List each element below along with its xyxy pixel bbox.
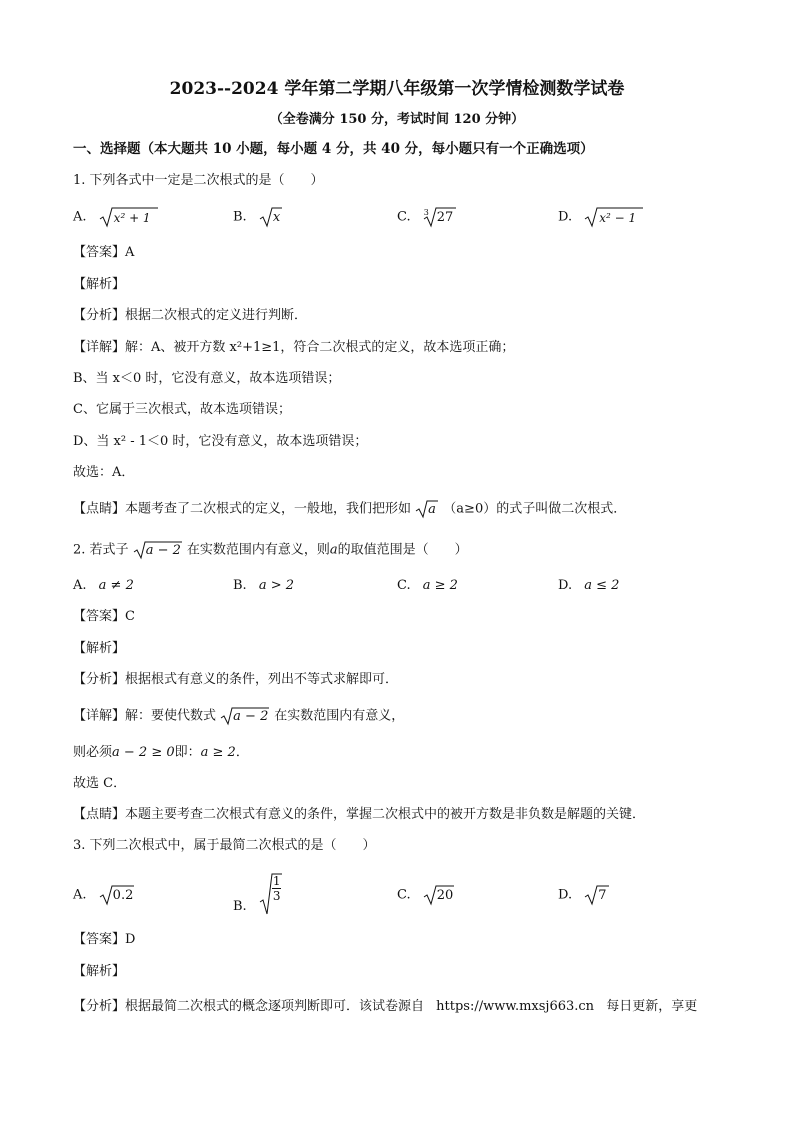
q3-option-c xyxy=(397,884,455,906)
q3-option-a-expr: 0.2 xyxy=(112,888,134,903)
q1-fenxi: 【分析】根据二次根式的定义进行判断． xyxy=(73,308,308,323)
q3-answer: 【答案】D xyxy=(73,932,136,947)
q2-stem-rad: a − 2 xyxy=(145,543,181,558)
q2-choose: 故选 C． xyxy=(73,776,127,791)
q2-option-c xyxy=(397,577,458,595)
q2-option-a-label: A. xyxy=(73,578,87,593)
q1-option-a-label: A. xyxy=(73,209,87,225)
q1-option-c-label: C. xyxy=(397,209,411,225)
sqrt-icon xyxy=(584,884,610,906)
q1-dianjing-rad: a xyxy=(428,502,436,517)
q1-dianjing-post: （a≥0）的式子叫做二次根式． xyxy=(443,501,627,517)
q2-then-end: ． xyxy=(235,745,249,760)
q2-option-a-expr: a ≠ 2 xyxy=(98,578,134,593)
section-heading: 一、选择题（本大题共 10 小题，每小题 4 分，共 40 分，每小题只有一个正确选项） xyxy=(73,141,594,157)
page-title: 2023--2024 学年第二学期八年级第一次学情检测数学试卷 xyxy=(169,79,625,99)
q2-then-expr2: a ≥ 2 xyxy=(200,745,236,760)
q2-fenxi: 【分析】根据根式有意义的条件，列出不等式求解即可． xyxy=(73,672,399,687)
q1-option-c-index: 3 xyxy=(423,208,429,217)
q3-option-a-label: A. xyxy=(73,887,87,903)
q2-dianjing: 【点睛】本题主要考查二次根式有意义的条件，掌握二次根式中的被开方数是非负数是解题的关键． xyxy=(73,807,646,822)
q3-option-b xyxy=(233,872,283,916)
q1-option-c xyxy=(397,206,457,228)
q1-option-d-label: D. xyxy=(558,209,573,225)
q2-option-c-label: C. xyxy=(397,578,411,593)
q2-then xyxy=(73,744,249,762)
source-site-link[interactable]: https://www.mxsj663.cn xyxy=(436,999,595,1014)
q3-fenxi: 【分析】根据最简二次根式的概念逐项判断即可．该试卷源自 xyxy=(73,999,425,1014)
q2-xiangjie xyxy=(73,706,404,726)
sqrt-icon xyxy=(415,499,439,519)
q2-xiangjie-rad: a − 2 xyxy=(233,709,269,724)
sqrt-icon xyxy=(584,206,644,228)
q1-option-c-expr: 27 xyxy=(436,210,454,225)
q2-stem-post: 在实数范围内有意义，则 xyxy=(186,542,330,558)
q3-option-c-expr: 20 xyxy=(436,888,454,903)
q1-stem: 1. 下列各式中一定是二次根式的是（ ） xyxy=(73,173,324,188)
q2-stem-end: 的取值范围是（ ） xyxy=(337,542,468,558)
q3-option-d xyxy=(558,884,610,906)
q3-analysis-tag: 【解析】 xyxy=(73,964,126,979)
q3-option-d-label: D. xyxy=(558,887,573,903)
q2-option-b-expr: a > 2 xyxy=(258,578,295,593)
q1-option-a xyxy=(73,206,159,228)
q2-stem-pre: 2. 若式子 xyxy=(73,542,129,558)
q3-fenxi-footer xyxy=(73,995,697,1014)
q1-option-d-expr: x² − 1 xyxy=(599,211,637,225)
sqrt-icon xyxy=(259,872,283,916)
q3-option-c-label: C. xyxy=(397,887,411,903)
q1-line-d: D、当 x² - 1＜0 时，它没有意义，故本选项错误； xyxy=(73,434,368,449)
q1-answer: 【答案】A xyxy=(73,245,135,260)
sqrt-icon xyxy=(423,884,455,906)
source-tail-text: 每日更新，享更 xyxy=(606,999,698,1014)
q1-xiangjie: 【详解】解：A、被开方数 x²+1≥1，符合二次根式的定义，故本选项正确； xyxy=(73,340,515,355)
q3-option-b-fraction xyxy=(272,874,282,903)
page-subtitle: （全卷满分 150 分，考试时间 120 分钟） xyxy=(269,112,525,127)
q1-dianjing-pre: 【点睛】本题考查了二次根式的定义，一般地，我们把形如 xyxy=(73,501,412,517)
q2-stem xyxy=(73,540,468,560)
q1-option-d xyxy=(558,206,644,228)
q1-line-c: C、它属于三次根式，故本选项错误； xyxy=(73,402,291,417)
q1-choose: 故选：A． xyxy=(73,465,135,480)
q1-option-b-label: B. xyxy=(233,209,247,225)
q2-option-b xyxy=(233,577,294,595)
q1-line-b: B、当 x＜0 时，它没有意义，故本选项错误； xyxy=(73,371,341,386)
q2-answer: 【答案】C xyxy=(73,609,135,624)
cube-root-icon xyxy=(423,206,457,228)
q2-then-expr: a − 2 ≥ 0 xyxy=(112,745,175,760)
q2-then-mid: 即： xyxy=(174,745,201,760)
sqrt-icon xyxy=(220,706,270,726)
q2-option-d xyxy=(558,577,619,595)
q2-analysis-tag: 【解析】 xyxy=(73,641,126,656)
q2-stem-var: a xyxy=(329,542,338,558)
q2-option-c-expr: a ≥ 2 xyxy=(422,578,458,593)
q2-option-a xyxy=(73,577,134,595)
q3-option-b-label: B. xyxy=(233,898,247,914)
q2-xiangjie-pre: 【详解】解：要使代数式 xyxy=(73,708,217,724)
q1-analysis-tag: 【解析】 xyxy=(73,277,126,292)
q3-option-b-den: 3 xyxy=(272,889,281,903)
q2-option-b-label: B. xyxy=(233,578,247,593)
sqrt-icon xyxy=(99,884,135,906)
q3-option-d-expr: 7 xyxy=(598,888,607,903)
q3-stem: 3. 下列二次根式中，属于最简二次根式的是（ ） xyxy=(73,838,376,853)
q1-dianjing xyxy=(73,499,626,519)
q3-option-a xyxy=(73,884,135,906)
sqrt-icon xyxy=(259,206,283,228)
q1-option-b-expr: x xyxy=(272,210,281,225)
q2-option-d-expr: a ≤ 2 xyxy=(584,578,620,593)
q1-option-b xyxy=(233,206,283,228)
q3-option-b-num: 1 xyxy=(272,874,281,888)
q2-then-pre: 则必须 xyxy=(73,745,113,760)
sqrt-icon xyxy=(99,206,159,228)
sqrt-icon xyxy=(133,540,183,560)
q2-option-d-label: D. xyxy=(558,578,573,593)
q1-option-a-expr: x² + 1 xyxy=(113,211,151,225)
q2-xiangjie-post: 在实数范围内有意义， xyxy=(274,708,405,724)
